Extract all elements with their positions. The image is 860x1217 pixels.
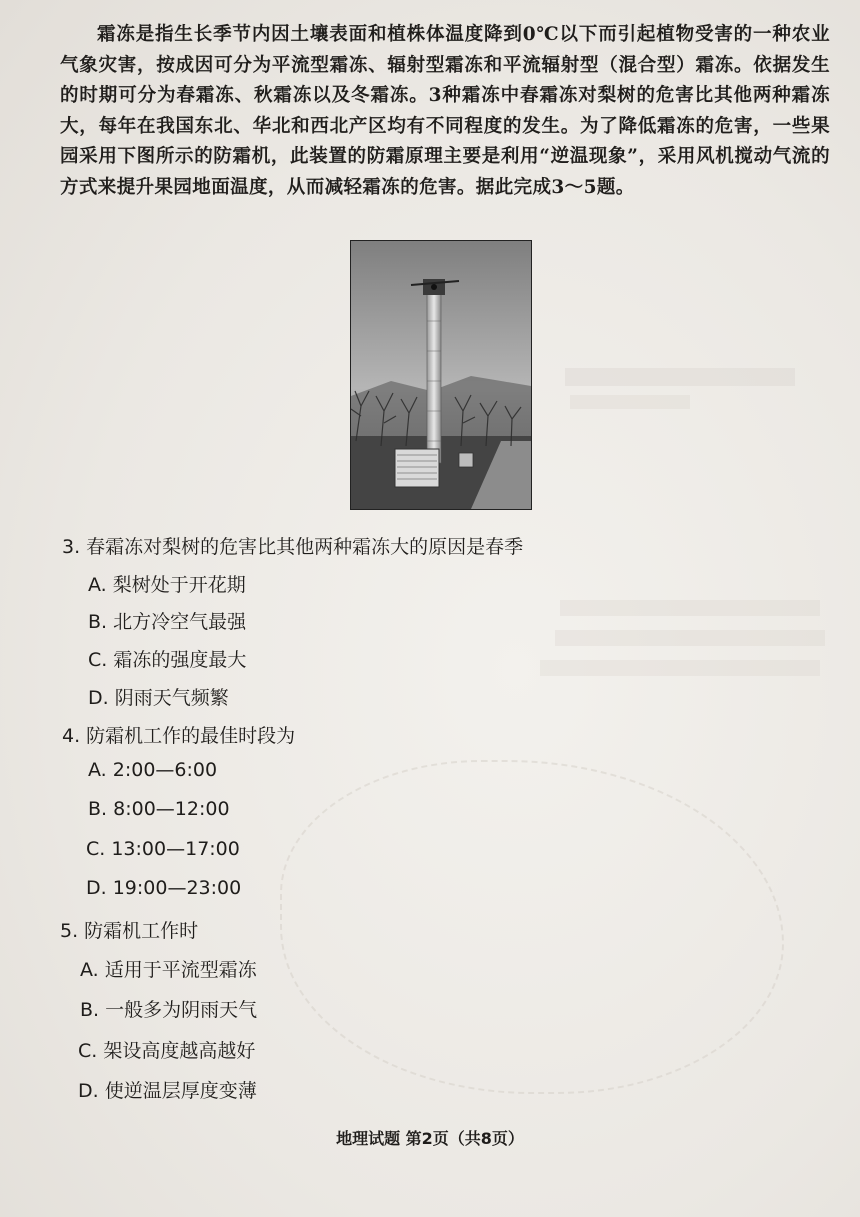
- bleed-through-mark: [570, 395, 690, 409]
- option-b[interactable]: B. 8:00—12:00: [88, 798, 230, 820]
- option-b[interactable]: B. 一般多为阴雨天气: [80, 999, 258, 1021]
- option-d[interactable]: D. 阴雨天气频繁: [88, 687, 229, 709]
- frost-fan-illustration: [351, 241, 531, 509]
- option-c[interactable]: C. 霜冻的强度最大: [88, 649, 247, 671]
- option-d[interactable]: D. 19:00—23:00: [86, 877, 242, 899]
- bleed-through-mark: [540, 660, 820, 676]
- option-a[interactable]: A. 2:00—6:00: [88, 759, 218, 781]
- option-d[interactable]: D. 使逆温层厚度变薄: [78, 1080, 257, 1102]
- bleed-through-mark: [560, 600, 820, 616]
- option-c[interactable]: C. 13:00—17:00: [86, 838, 240, 860]
- option-c[interactable]: C. 架设高度越高越好: [78, 1040, 256, 1062]
- frost-fan-photo: [350, 240, 532, 510]
- bleed-through-mark: [565, 368, 795, 386]
- page-footer: 地理试题 第2页（共8页）: [336, 1129, 524, 1148]
- option-b[interactable]: B. 北方冷空气最强: [88, 611, 247, 633]
- question-stem: 5. 防霜机工作时: [60, 920, 199, 942]
- bleed-through-map: [280, 760, 784, 1094]
- bleed-through-mark: [555, 630, 825, 646]
- reading-passage: 霜冻是指生长季节内因土壤表面和植株体温度降到0℃以下而引起植物受害的一种农业气象灾害，按成因可分为平流型霜冻、辐射型霜冻和平流辐射型（混合型）霜冻。依据发生的时期可分为春霜冻、秋霜冻以及冬霜冻。3种霜冻中春霜冻对梨树的危害比其他两种霜冻大，每年在我国东北、华北和西北产区均有不同程度的发生。为了降低霜冻的危害，一些果园采用下图所示的防霜机，此装置的防霜原理主要是利用“逆温现象”，采用风机搅动气流的方式来提升果园地面温度，从而减轻霜冻的危害。据此完成3～5题。: [60, 24, 830, 198]
- question-stem: 4. 防霜机工作的最佳时段为: [62, 725, 296, 747]
- option-a[interactable]: A. 适用于平流型霜冻: [80, 959, 257, 981]
- question-stem: 3. 春霜冻对梨树的危害比其他两种霜冻大的原因是春季: [62, 536, 524, 558]
- option-a[interactable]: A. 梨树处于开花期: [88, 574, 246, 596]
